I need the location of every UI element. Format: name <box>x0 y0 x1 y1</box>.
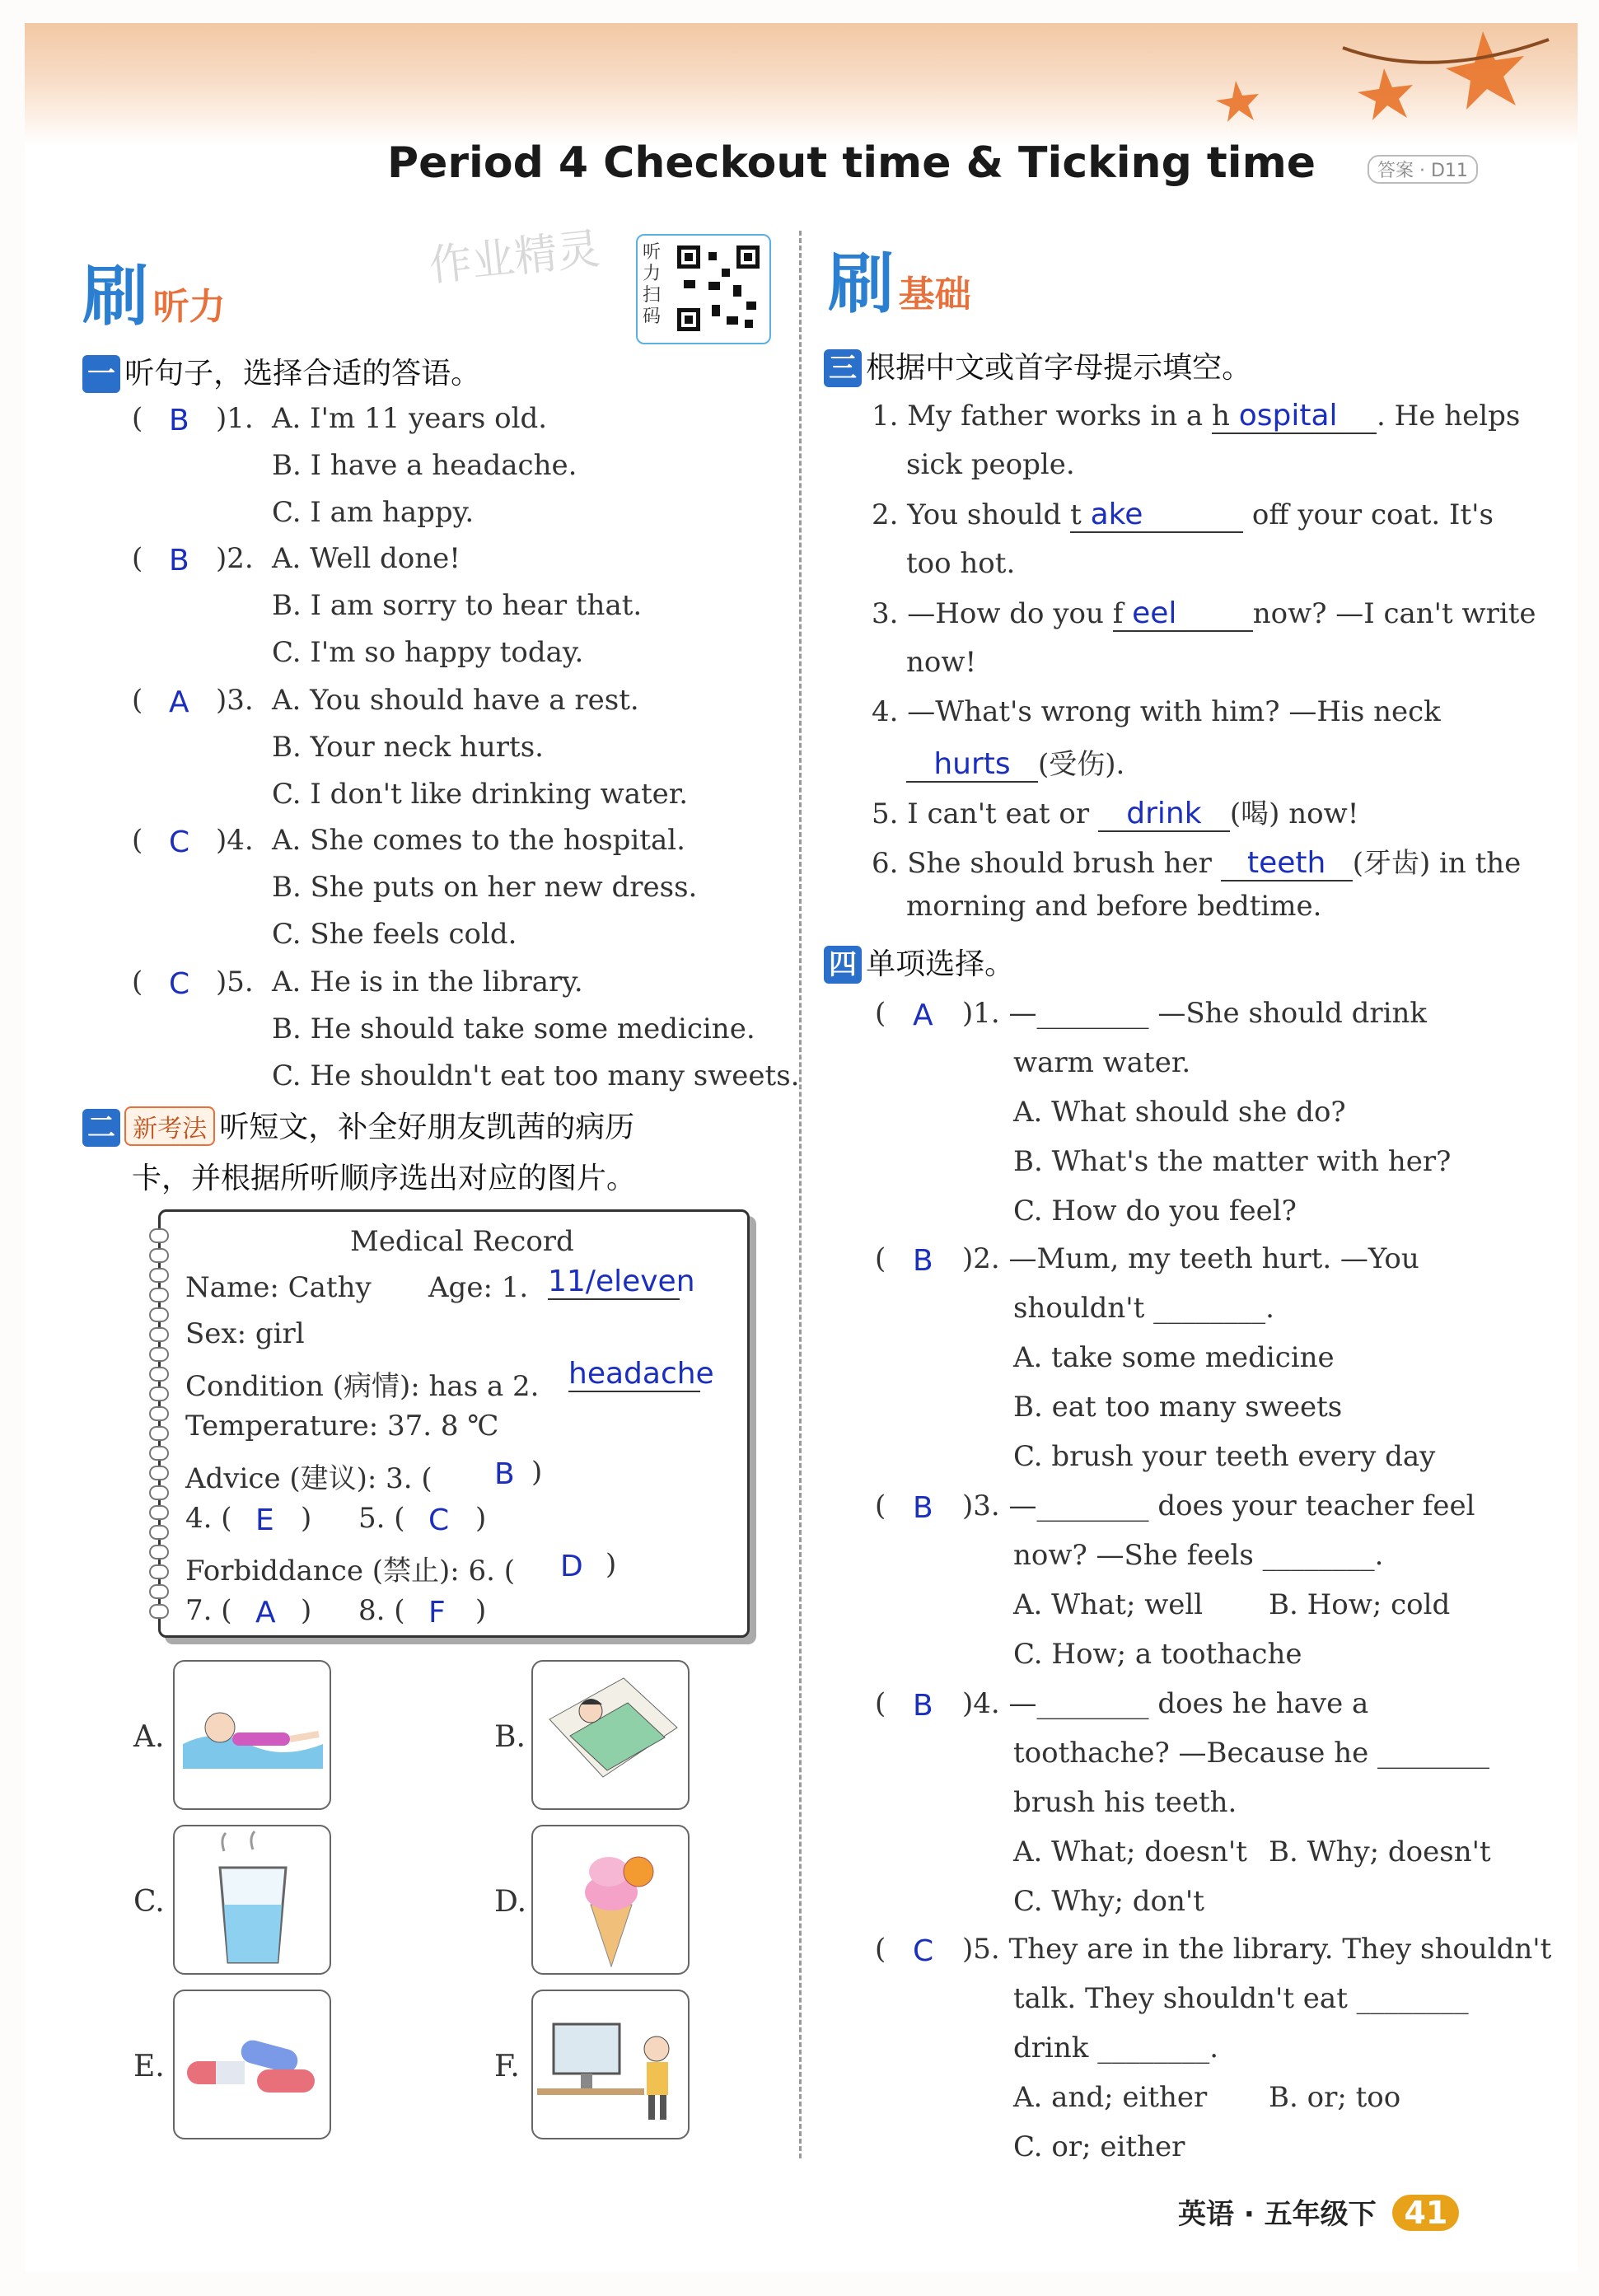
listen-q2-option-a: A. Well done! <box>272 542 461 575</box>
binding-ring <box>149 1288 169 1302</box>
fill-q6-text: 6. She should brush her <box>872 847 1212 880</box>
fill-q2-text-post: off your coat. It's <box>1251 498 1494 531</box>
page-title: Period 4 Checkout time & Ticking time <box>387 138 1316 188</box>
fill-q2-line2: too hot. <box>906 547 1016 580</box>
footer <box>1178 2191 1459 2232</box>
listen-q2-option-b: B. I am sorry to hear that. <box>272 589 643 622</box>
qr-code[interactable] <box>636 234 771 344</box>
fill-q4-answer: hurts <box>906 747 1038 783</box>
record-condition-label: Condition (病情): has a 2. <box>185 1370 540 1403</box>
binding-ring <box>149 1584 169 1599</box>
listen-q4-option-c: C. She feels cold. <box>272 918 517 951</box>
choice-q3-answer: B <box>913 1491 933 1525</box>
binding-ring <box>149 1446 169 1461</box>
part4-instruction: 单项选择。 <box>866 947 1015 981</box>
fill-q1-letter: h <box>1212 400 1230 433</box>
record-paren-close: ) <box>301 1502 312 1535</box>
record-q7-answer: A <box>255 1596 276 1630</box>
listen-q3-option-b: B. Your neck hurts. <box>272 731 544 764</box>
record-advice-answer: B <box>494 1457 515 1491</box>
fill-q3-answer: eel <box>1132 596 1177 630</box>
choice-q1-stem-line1: )1. —________ —She should drink <box>962 997 1427 1030</box>
part1-heading <box>82 350 480 393</box>
record-q8-label: 8. ( <box>358 1594 405 1627</box>
section-listening-heading <box>82 243 226 338</box>
fill-q2-text: 2. You should <box>872 498 1062 531</box>
choice-q4-option-a: A. What; doesn't <box>1013 1835 1247 1868</box>
watermark: 作业精灵 <box>427 224 603 292</box>
choice-q1-stem-line2: warm water. <box>1013 1046 1191 1079</box>
fill-q5-text-post: (喝) now! <box>1229 797 1359 830</box>
listen-q2-answer: B <box>169 544 189 578</box>
record-q7-label: 7. ( <box>185 1594 232 1627</box>
record-q8-answer: F <box>428 1596 446 1630</box>
choice-q3-option-a: A. What; well <box>1013 1588 1204 1621</box>
fill-q2-blank <box>1070 498 1243 533</box>
fill-q2 <box>872 498 1494 533</box>
picture-resting-in-bed <box>531 1660 690 1810</box>
listen-q3-option-a: A. You should have a rest. <box>272 684 639 717</box>
choice-q5-stem-line3: drink ________. <box>1013 2032 1219 2065</box>
binding-ring <box>149 1327 169 1342</box>
fill-q1-answer: ospital <box>1238 399 1338 433</box>
binding-ring <box>149 1248 169 1263</box>
choice-paren-open: ( <box>875 997 886 1030</box>
choice-q2-option-c: C. brush your teeth every day <box>1013 1440 1436 1473</box>
record-condition-answer: headache <box>568 1357 714 1391</box>
listen-q1-option-c: C. I am happy. <box>272 496 475 529</box>
picture-swimming <box>173 1660 331 1810</box>
part4-heading <box>824 941 1014 984</box>
picture-label-c: C. <box>133 1885 165 1919</box>
fill-q1-blank <box>1212 399 1377 434</box>
record-age-answer: 11/eleven <box>548 1265 695 1298</box>
listen-q3-option-c: C. I don't like drinking water. <box>272 778 689 811</box>
section-listening-label: 听力 <box>152 286 226 328</box>
binding-ring <box>149 1386 169 1401</box>
choice-paren-open: ( <box>875 1687 886 1720</box>
binding-ring <box>149 1466 169 1480</box>
fill-q3-blank <box>1113 596 1253 632</box>
record-sex: Sex: girl <box>185 1317 305 1350</box>
choice-q5-option-b: B. or; too <box>1269 2081 1401 2114</box>
choice-q2-stem-line1: )2. —Mum, my teeth hurt. —You <box>962 1242 1419 1275</box>
fill-q1-text: 1. My father works in a <box>872 400 1204 433</box>
bed-icon <box>533 1662 688 1808</box>
listen-q5-answer: C <box>169 967 190 1001</box>
section-big-char: 刷 <box>828 245 894 322</box>
fill-q6-text-post: (牙齿) in the <box>1352 847 1522 880</box>
choice-q4-option-c: C. Why; don't <box>1013 1885 1204 1918</box>
choice-q2-option-b: B. eat too many sweets <box>1013 1391 1343 1424</box>
picture-label-e: E. <box>133 2050 165 2083</box>
part1-instruction: 听句子，选择合适的答语。 <box>124 357 481 390</box>
binding-ring <box>149 1426 169 1441</box>
picture-label-b: B. <box>494 1720 526 1754</box>
binding-ring <box>149 1564 169 1579</box>
record-title: Medical Record <box>350 1225 574 1258</box>
question-paren-open: ( <box>132 824 143 857</box>
page-number: 41 <box>1392 2195 1459 2231</box>
footer-subject: 英语 · 五年级下 <box>1178 2198 1377 2231</box>
record-q5-label: 5. ( <box>358 1502 405 1535</box>
part1-number: 一 <box>82 355 120 393</box>
listen-q5-option-b: B. He should take some medicine. <box>272 1012 755 1045</box>
part4-number: 四 <box>824 946 862 984</box>
binding-ring <box>149 1505 169 1520</box>
choice-q5-answer: C <box>913 1934 934 1968</box>
record-q5-answer: C <box>428 1503 450 1537</box>
choice-q4-stem-line1: )4. —________ does he have a <box>962 1687 1369 1720</box>
fill-q5-text: 5. I can't eat or <box>872 797 1090 830</box>
part2-instruction-line2: 卡，并根据所听顺序选出对应的图片。 <box>132 1162 637 1195</box>
record-q4-label: 4. ( <box>185 1502 232 1535</box>
choice-q5-option-a: A. and; either <box>1013 2081 1208 2114</box>
binding-ring <box>149 1367 169 1382</box>
question-paren-open: ( <box>132 966 143 998</box>
record-q4-answer: E <box>255 1503 274 1537</box>
listen-q4-option-a: A. She comes to the hospital. <box>272 824 685 857</box>
record-forbid-answer: D <box>560 1550 583 1583</box>
choice-q1-option-b: B. What's the matter with her? <box>1013 1145 1452 1178</box>
water-glass-icon <box>175 1826 330 1973</box>
new-format-badge: 新考法 <box>124 1106 215 1146</box>
binding-ring <box>149 1485 169 1500</box>
fill-q5 <box>872 791 1358 832</box>
section-basics-label: 基础 <box>898 274 971 316</box>
fill-q4-line2 <box>906 741 1124 783</box>
picture-water-glass <box>173 1825 331 1975</box>
listen-q5-option-c: C. He shouldn't eat too many sweets. <box>272 1059 800 1092</box>
record-paren-close: ) <box>475 1502 487 1535</box>
fill-q6-line2: morning and before bedtime. <box>906 890 1322 923</box>
binding-ring <box>149 1307 169 1322</box>
ice-cream-icon <box>533 1826 688 1973</box>
choice-q3-option-b: B. How; cold <box>1269 1588 1451 1621</box>
listen-q5-number: )5. <box>216 966 254 998</box>
choice-q3-stem-line1: )3. —________ does your teacher feel <box>962 1489 1475 1522</box>
choice-paren-open: ( <box>875 1933 886 1966</box>
listen-q5-option-a: A. He is in the library. <box>272 966 583 998</box>
fill-q6-answer: teeth <box>1221 846 1353 881</box>
record-name: Name: Cathy <box>185 1271 372 1304</box>
choice-q3-stem-line2: now? —She feels ________. <box>1013 1539 1384 1572</box>
fill-q6 <box>872 840 1521 881</box>
choice-q5-stem-line2: talk. They shouldn't eat ________ <box>1013 1982 1469 2015</box>
choice-q5-stem-line1: )5. They are in the library. They shouldn't <box>962 1933 1552 1966</box>
question-paren-open: ( <box>132 684 143 717</box>
listen-q3-answer: A <box>169 685 189 719</box>
choice-q1-option-a: A. What should she do? <box>1013 1096 1346 1129</box>
fill-q4-line1: 4. —What's wrong with him? —His neck <box>872 695 1441 728</box>
listen-q2-option-c: C. I'm so happy today. <box>272 636 584 669</box>
fill-q3-line2: now! <box>906 646 977 679</box>
part3-heading <box>824 344 1251 387</box>
choice-q2-option-a: A. take some medicine <box>1013 1341 1335 1374</box>
picture-medicine <box>173 1990 331 2139</box>
picture-computer <box>531 1990 690 2139</box>
picture-label-a: A. <box>133 1720 165 1754</box>
part3-number: 三 <box>824 349 862 387</box>
binding-ring <box>149 1228 169 1243</box>
choice-q3-option-c: C. How; a toothache <box>1013 1638 1302 1671</box>
computer-icon <box>533 1991 688 2138</box>
picture-label-f: F. <box>494 2050 520 2083</box>
medicine-capsule-icon <box>175 1991 330 2138</box>
record-paren-close: ) <box>605 1548 617 1581</box>
binding-ring <box>149 1406 169 1421</box>
listen-q2-number: )2. <box>216 542 254 575</box>
fill-q3-letter: f <box>1112 597 1124 630</box>
binding-ring <box>149 1545 169 1560</box>
choice-q4-stem-line3: brush his teeth. <box>1013 1786 1237 1819</box>
choice-q4-option-b: B. Why; doesn't <box>1269 1835 1491 1868</box>
picture-ice-cream <box>531 1825 690 1975</box>
listen-q4-number: )4. <box>216 824 254 857</box>
fill-q1-text-post: . He helps <box>1377 400 1521 433</box>
section-basics-heading <box>828 231 971 325</box>
question-paren-open: ( <box>132 542 143 575</box>
part3-instruction: 根据中文或首字母提示填空。 <box>866 351 1252 385</box>
record-temperature: Temperature: 37. 8 ℃ <box>185 1410 499 1443</box>
swimming-icon <box>175 1662 330 1808</box>
listen-q4-option-b: B. She puts on her new dress. <box>272 871 698 904</box>
choice-paren-open: ( <box>875 1489 886 1522</box>
question-paren-open: ( <box>132 402 143 435</box>
fill-q4-text-post: (受伤). <box>1038 748 1125 781</box>
record-forbid-label: Forbiddance (禁止): 6. ( <box>185 1555 516 1588</box>
part2-heading <box>82 1104 634 1147</box>
choice-paren-open: ( <box>875 1242 886 1275</box>
choice-q1-answer: A <box>913 998 933 1032</box>
qr-label: 听力扫码 <box>643 242 662 327</box>
record-paren-close: ) <box>301 1594 312 1627</box>
medical-record-card <box>158 1209 750 1638</box>
maple-leaf-icon <box>1137 23 1565 147</box>
choice-q2-answer: B <box>913 1244 933 1278</box>
record-advice-label: Advice (建议): 3. ( <box>185 1462 432 1495</box>
binding-ring <box>149 1525 169 1540</box>
fill-q3-text-post: now? —I can't write <box>1252 597 1536 630</box>
listen-q1-option-b: B. I have a headache. <box>272 449 577 482</box>
part2-instruction-line1: 听短文，补全好朋友凯茜的病历 <box>219 1111 635 1144</box>
fill-q2-answer: ake <box>1090 498 1143 531</box>
choice-q4-stem-line2: toothache? —Because he ________ <box>1013 1737 1490 1770</box>
binding-ring <box>149 1604 169 1619</box>
binding-ring <box>149 1268 169 1283</box>
choice-q2-stem-line2: shouldn't ________. <box>1013 1292 1274 1325</box>
fill-q1-line2: sick people. <box>906 448 1075 481</box>
listen-q1-answer: B <box>169 404 189 437</box>
record-paren-close: ) <box>475 1594 487 1627</box>
fill-q1 <box>872 399 1520 434</box>
section-big-char: 刷 <box>82 258 148 334</box>
fill-q3 <box>872 596 1536 632</box>
fill-q5-answer: drink <box>1098 797 1230 832</box>
listen-q4-answer: C <box>169 825 190 859</box>
listen-q1-option-a: A. I'm 11 years old. <box>272 402 548 435</box>
answer-reference: 答案 · D11 <box>1368 155 1478 184</box>
choice-q1-option-c: C. How do you feel? <box>1013 1195 1297 1227</box>
choice-q5-option-c: C. or; either <box>1013 2130 1185 2163</box>
picture-label-d: D. <box>494 1885 527 1919</box>
record-age-label: Age: 1. <box>428 1271 529 1304</box>
column-divider <box>799 231 802 2158</box>
fill-q2-letter: t <box>1070 498 1082 531</box>
qr-code-icon <box>676 244 761 333</box>
listen-q1-number: )1. <box>216 402 254 435</box>
part2-number: 二 <box>82 1109 120 1147</box>
fill-q3-text: 3. —How do you <box>872 597 1104 630</box>
listen-q3-number: )3. <box>216 684 254 717</box>
choice-q4-answer: B <box>913 1689 933 1723</box>
binding-ring <box>149 1347 169 1362</box>
record-paren-close: ) <box>531 1456 543 1489</box>
